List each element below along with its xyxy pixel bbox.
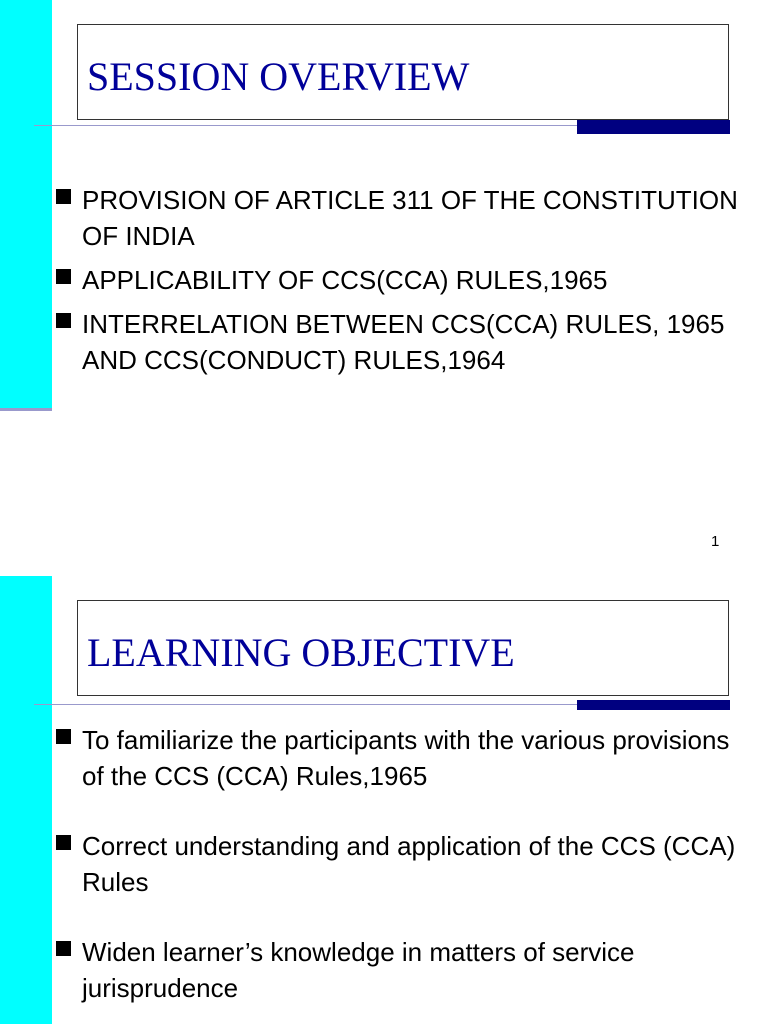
slide-title: LEARNING OBJECTIVE [87, 630, 515, 675]
square-bullet-icon [56, 941, 71, 956]
list-item [54, 722, 754, 794]
list-item [54, 828, 754, 900]
square-bullet-icon [56, 269, 71, 284]
bullet-text: INTERRELATION BETWEEN CCS(CCA) RULES, 1965 AND CCS(CONDUCT) RULES,1964 [82, 309, 725, 375]
page-number: 1 [711, 533, 720, 550]
bullet-list [54, 722, 754, 1006]
side-accent-bar [0, 0, 52, 410]
title-box [77, 600, 729, 696]
title-accent-block [577, 120, 730, 134]
list-item [54, 182, 754, 254]
list-item [54, 934, 754, 1006]
square-bullet-icon [56, 729, 71, 744]
list-item [54, 262, 754, 298]
bullet-text: Widen learner’s knowledge in matters of service jurisprudence [82, 937, 635, 1003]
list-item [54, 306, 754, 378]
square-bullet-icon [56, 835, 71, 850]
slide-title: SESSION OVERVIEW [87, 54, 470, 99]
bullet-text: APPLICABILITY OF CCS(CCA) RULES,1965 [82, 265, 608, 295]
bullet-text: PROVISION OF ARTICLE 311 OF THE CONSTITUTION OF INDIA [82, 185, 738, 251]
title-box [77, 24, 729, 120]
square-bullet-icon [56, 313, 71, 328]
bullet-list [54, 182, 754, 378]
square-bullet-icon [56, 189, 71, 204]
side-accent-bar [0, 576, 52, 1024]
side-bar-underline [0, 408, 52, 411]
bullet-text: To familiarize the participants with the various provisions of the CCS (CCA) Rules,1965 [82, 725, 730, 791]
slide-learning-objective [0, 576, 768, 1024]
bullet-text: Correct understanding and application of the CCS (CCA) Rules [82, 831, 736, 897]
title-accent-block [577, 700, 730, 710]
